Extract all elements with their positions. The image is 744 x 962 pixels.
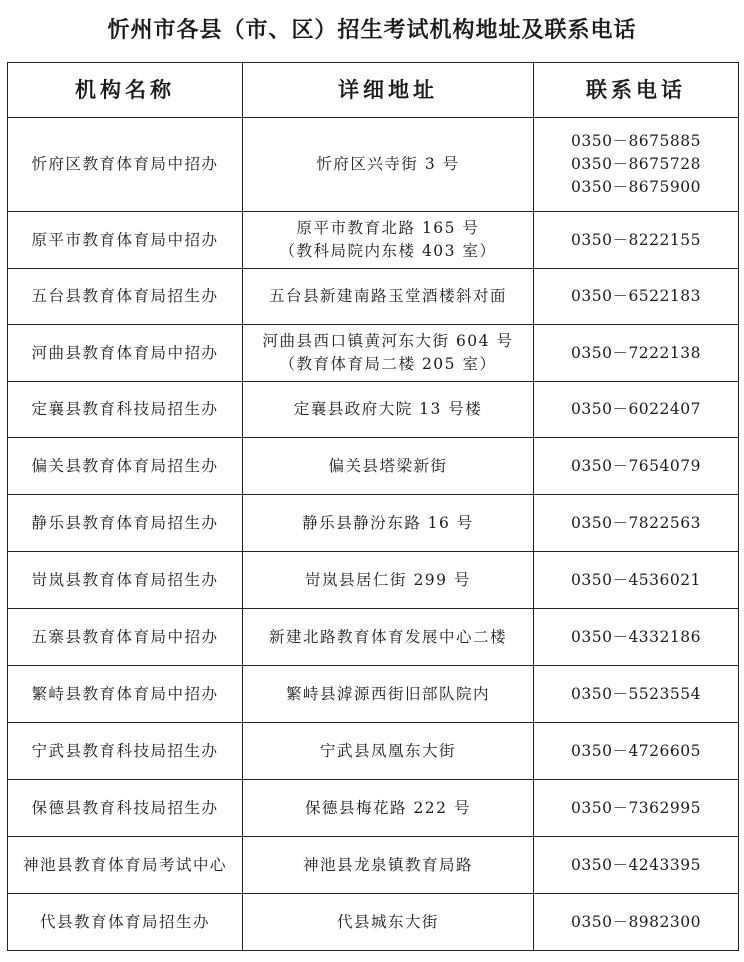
table-row [8, 325, 739, 382]
institution-address [243, 609, 534, 666]
contacts-table [7, 62, 739, 951]
table-row [8, 666, 739, 723]
phone-number: 0350－7362995 [571, 798, 701, 817]
institution-address [243, 552, 534, 609]
institution-phone [534, 552, 739, 609]
institution-name: 神池县教育体育局考试中心 [8, 837, 243, 894]
institution-phone [534, 894, 739, 951]
institution-address [243, 212, 534, 269]
institution-address [243, 118, 534, 212]
institution-name: 繁峙县教育体育局中招办 [8, 666, 243, 723]
institution-address [243, 837, 534, 894]
table-row [8, 438, 739, 495]
phone-number: 0350－7822563 [571, 513, 701, 532]
header-name: 机构名称 [8, 63, 243, 118]
phone-number: 0350－4726605 [571, 741, 701, 760]
header-phone: 联系电话 [534, 63, 739, 118]
phone-number: 0350－6022407 [571, 400, 701, 418]
address-line: 偏关县塔梁新街 [328, 456, 448, 475]
institution-address [243, 666, 534, 723]
address-line: 五台县新建南路玉堂酒楼斜对面 [268, 287, 507, 305]
address-line: 新建北路教育体育发展中心二楼 [268, 627, 507, 646]
institution-address [243, 780, 534, 837]
header-address: 详细地址 [243, 63, 534, 118]
institution-name: 河曲县教育体育局中招办 [8, 325, 243, 382]
phone-number: 0350－4243395 [571, 855, 701, 874]
table-row [8, 118, 739, 212]
institution-phone [534, 495, 739, 552]
table-row [8, 552, 739, 609]
address-line: 岢岚县居仁街 299 号 [305, 570, 471, 589]
phone-number: 0350－8982300 [571, 912, 701, 931]
table-row [8, 780, 739, 837]
address-line: 静乐县静汾东路 16 号 [302, 513, 474, 532]
institution-phone [534, 382, 739, 438]
address-line: （教育体育局二楼 205 室） [279, 355, 497, 373]
table-row [8, 837, 739, 894]
address-line: 河曲县西口镇黄河东大街 604 号 [262, 332, 514, 350]
institution-phone [534, 837, 739, 894]
address-line: 定襄县政府大院 13 号楼 [293, 400, 483, 418]
phone-number: 0350－7654079 [571, 456, 701, 475]
phone-number: 0350－5523554 [571, 684, 701, 703]
institution-phone [534, 269, 739, 325]
institution-address [243, 382, 534, 438]
institution-address [243, 269, 534, 325]
table-header-row [8, 63, 739, 118]
address-line: 保德县梅花路 222 号 [305, 798, 471, 817]
institution-address [243, 325, 534, 382]
address-line: 繁峙县滹源西街旧部队院内 [285, 684, 490, 703]
institution-phone [534, 666, 739, 723]
document-title: 忻州市各县（市、区）招生考试机构地址及联系电话 [107, 18, 637, 43]
table-row [8, 609, 739, 666]
table-row [8, 894, 739, 951]
table-row [8, 269, 739, 325]
phone-number: 0350－8675728 [571, 155, 701, 173]
institution-phone [534, 609, 739, 666]
institution-name: 代县教育体育局招生办 [8, 894, 243, 951]
institution-name: 静乐县教育体育局招生办 [8, 495, 243, 552]
institution-phone [534, 325, 739, 382]
table-row [8, 212, 739, 269]
institution-name: 五台县教育体育局招生办 [8, 269, 243, 325]
institution-name: 偏关县教育体育局招生办 [8, 438, 243, 495]
table-row [8, 382, 739, 438]
institution-name: 忻府区教育体育局中招办 [8, 118, 243, 212]
phone-number: 0350－4536021 [571, 570, 701, 589]
institution-name: 定襄县教育科技局招生办 [8, 382, 243, 438]
institution-name: 原平市教育体育局中招办 [8, 212, 243, 269]
institution-address [243, 723, 534, 780]
institution-name: 宁武县教育科技局招生办 [8, 723, 243, 780]
address-line: 宁武县凤凰东大街 [319, 741, 456, 760]
institution-phone [534, 723, 739, 780]
address-line: 忻府区兴寺街 3 号 [316, 155, 460, 173]
institution-address [243, 894, 534, 951]
phone-number: 0350－8675885 [571, 132, 701, 150]
institution-phone [534, 780, 739, 837]
table-body [8, 118, 739, 951]
institution-address [243, 438, 534, 495]
institution-name: 岢岚县教育体育局招生办 [8, 552, 243, 609]
address-line: 原平市教育北路 165 号 [296, 219, 480, 237]
table-row [8, 723, 739, 780]
phone-number: 0350－8222155 [571, 230, 701, 249]
phone-number: 0350－7222138 [571, 343, 701, 362]
phone-number: 0350－4332186 [571, 627, 701, 646]
institution-phone [534, 118, 739, 212]
institution-name: 五寨县教育体育局中招办 [8, 609, 243, 666]
address-line: 神池县龙泉镇教育局路 [302, 855, 473, 874]
institution-address [243, 495, 534, 552]
phone-number: 0350－8675900 [571, 178, 701, 196]
address-line: （教科局院内东楼 403 室） [279, 242, 497, 260]
address-line: 代县城东大街 [336, 912, 439, 931]
institution-phone [534, 438, 739, 495]
table-row [8, 495, 739, 552]
institution-name: 保德县教育科技局招生办 [8, 780, 243, 837]
institution-phone [534, 212, 739, 269]
phone-number: 0350－6522183 [571, 287, 701, 305]
